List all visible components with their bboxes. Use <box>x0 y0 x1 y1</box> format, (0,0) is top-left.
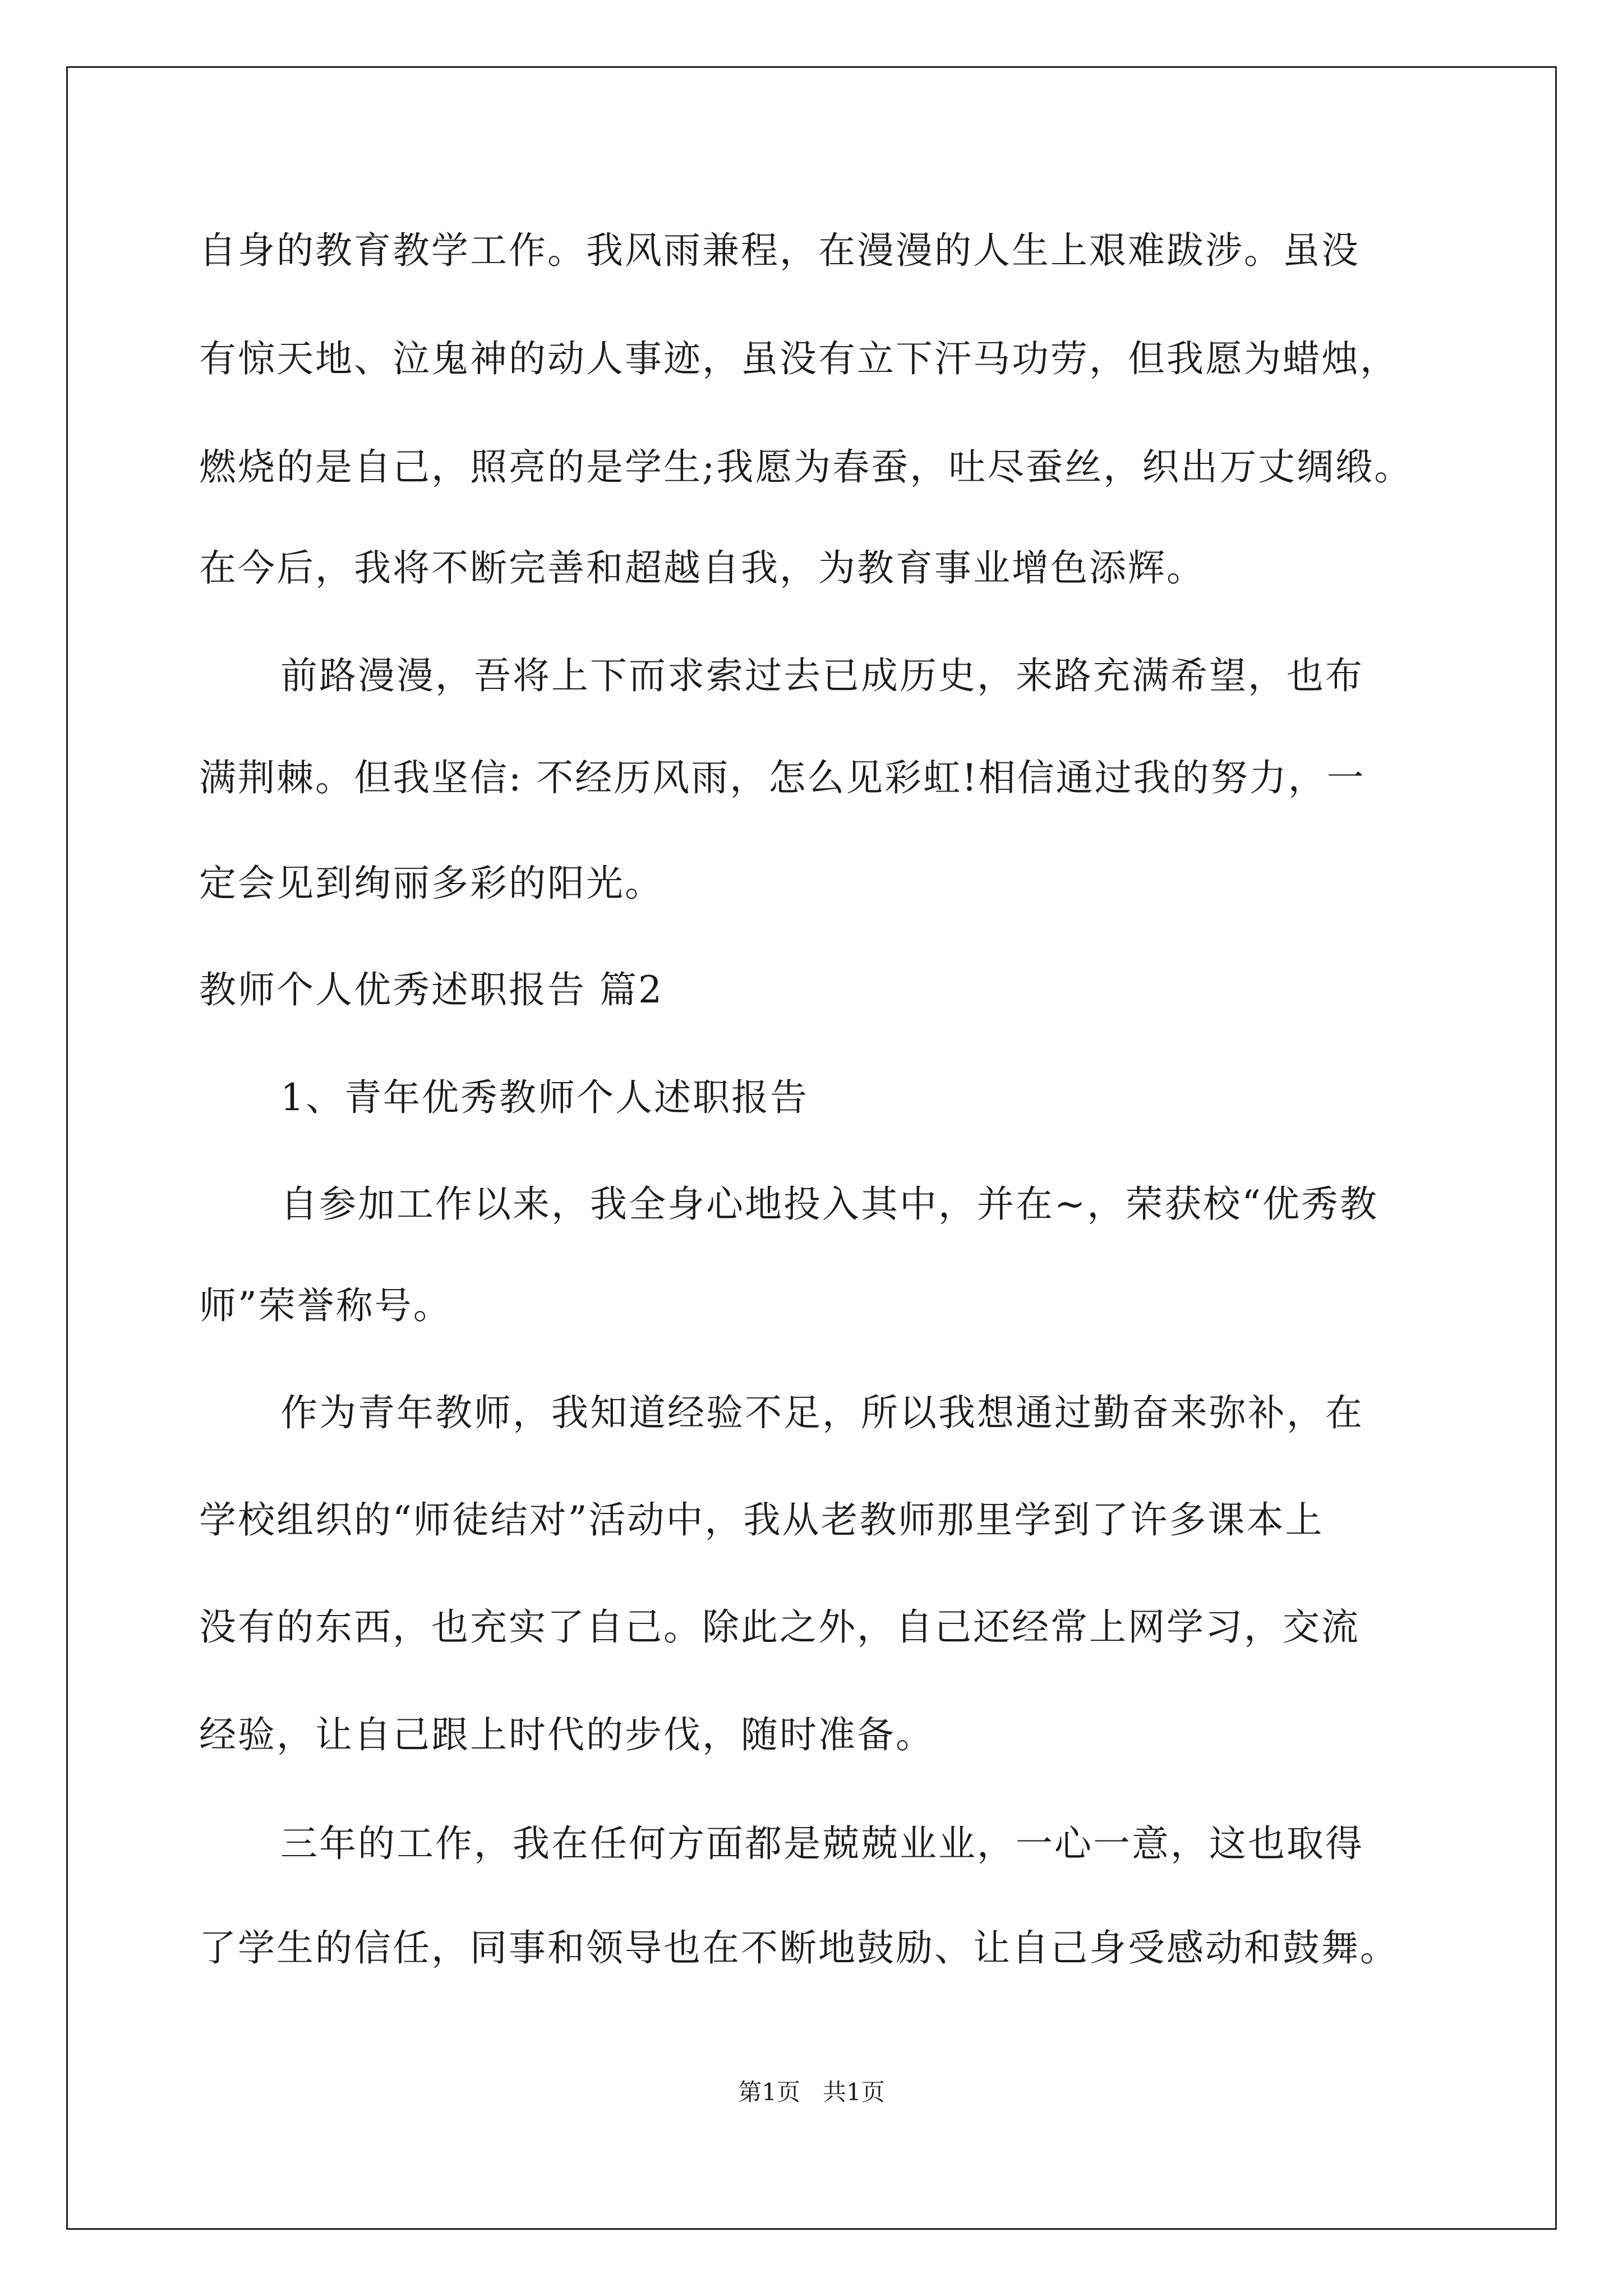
text-line: 自身的教育教学工作。我风雨兼程，在漫漫的人生上艰难跋涉。虽没 <box>199 229 1360 272</box>
text-line: 满荆棘。但我坚信: 不经历风雨，怎么见彩虹!相信通过我的努力，一 <box>199 756 1366 799</box>
text-line: 师”荣誉称号。 <box>199 1284 452 1327</box>
text-line: 定会见到绚丽多彩的阳光。 <box>199 862 663 905</box>
text-line: 了学生的信任，同事和领导也在不断地鼓励、让自己身受感动和鼓舞。 <box>199 1926 1399 1970</box>
text-line: 有惊天地、泣鬼神的动人事迹，虽没有立下汗马功劳，但我愿为蜡烛， <box>199 337 1399 380</box>
page-frame <box>66 66 1557 2230</box>
text-line: 三年的工作，我在任何方面都是兢兢业业，一心一意，这也取得 <box>280 1822 1364 1865</box>
text-line: 经验，让自己跟上时代的步伐，随时准备。 <box>199 1713 934 1756</box>
text-line: 燃烧的是自己，照亮的是学生;我愿为春蚕，吐尽蚕丝，织出万丈绸缎。 <box>199 445 1413 489</box>
text-line: 没有的东西，也充实了自己。除此之外，自己还经常上网学习，交流 <box>199 1605 1360 1649</box>
section-heading: 教师个人优秀述职报告 篇2 <box>199 968 663 1011</box>
page-footer: 第1页 共1页 <box>738 2078 885 2106</box>
text-line: 自参加工作以来，我全身心地投入其中，并在~，荣获校“优秀教 <box>280 1182 1379 1226</box>
subsection-heading: 1、青年优秀教师个人述职报告 <box>280 1076 809 1119</box>
text-line: 前路漫漫，吾将上下而求索过去已成历史，来路充满希望，也布 <box>280 654 1364 697</box>
text-line: 学校组织的“师徒结对”活动中，我从老教师那里学到了许多课本上 <box>199 1498 1324 1542</box>
text-line: 在今后，我将不断完善和超越自我，为教育事业增色添辉。 <box>199 546 1205 590</box>
text-line: 作为青年教师，我知道经验不足，所以我想通过勤奋来弥补，在 <box>280 1391 1364 1434</box>
